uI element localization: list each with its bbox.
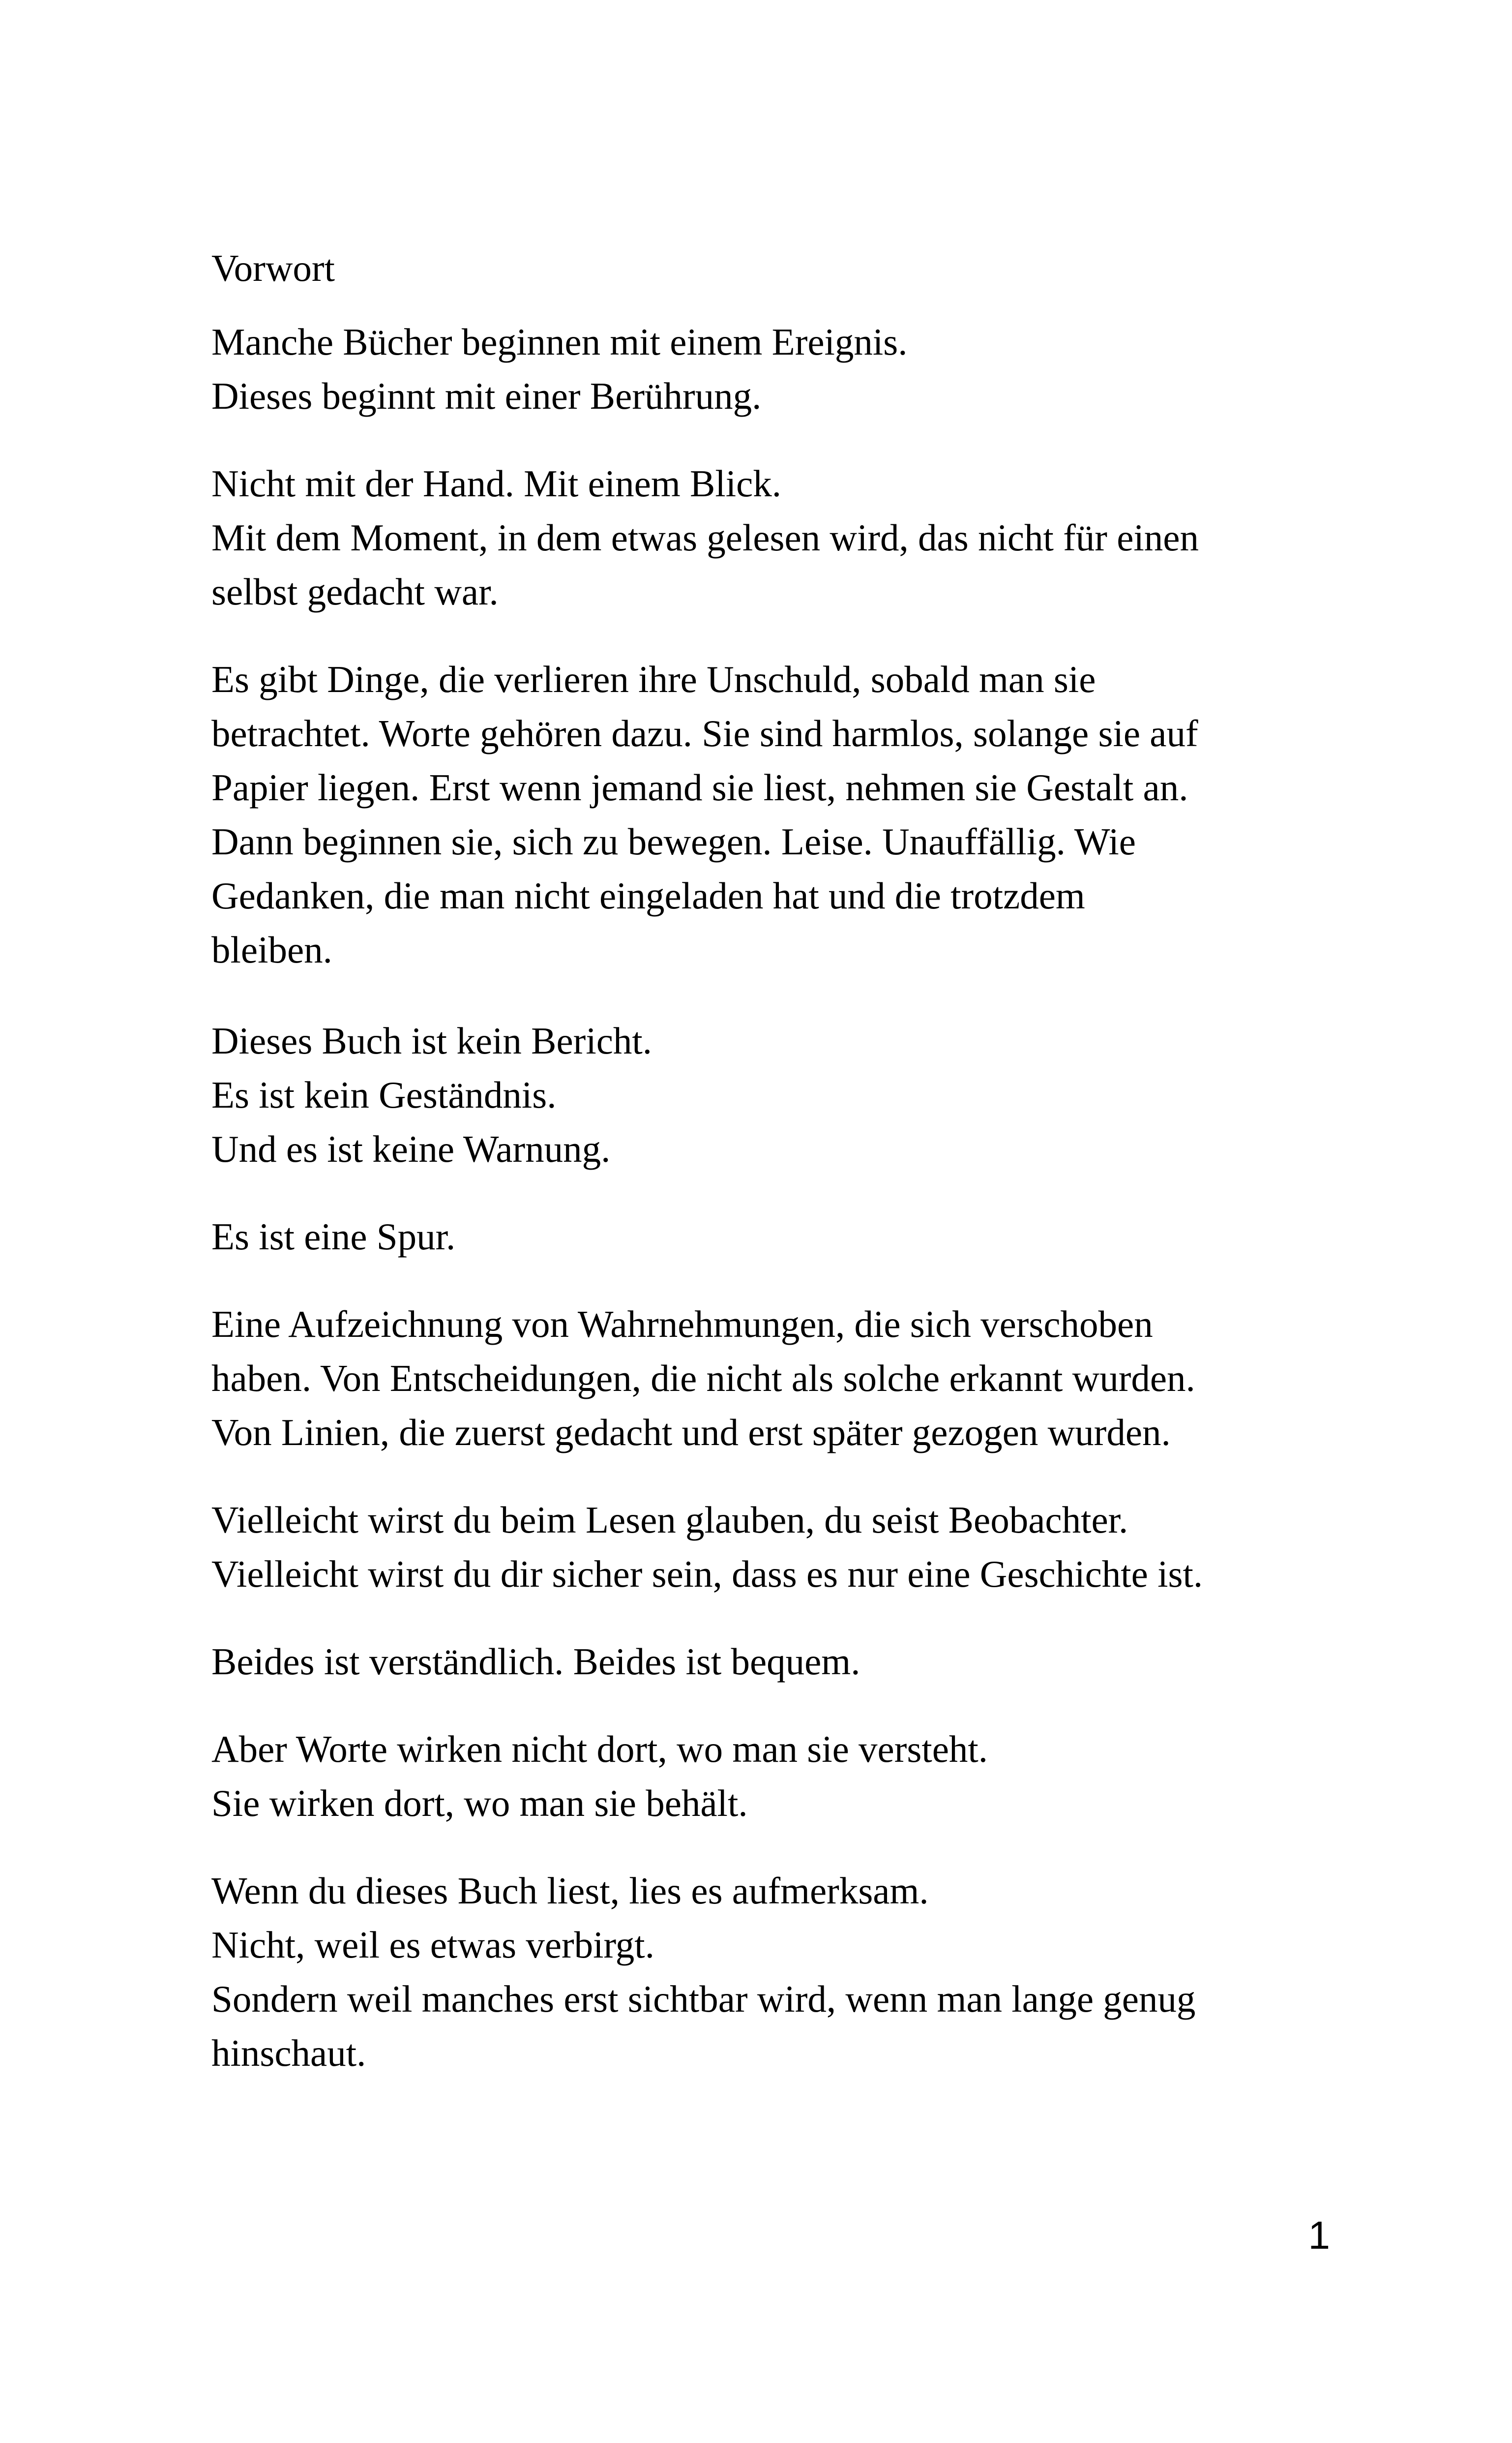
paragraph-line: selbst gedacht war. — [211, 571, 499, 613]
paragraph-line: bleiben. — [211, 929, 332, 971]
paragraph-9 — [211, 1722, 1347, 1830]
paragraph-line: Sondern weil manches erst sichtbar wird, wenn man lange genug — [211, 1978, 1196, 2020]
paragraph-6 — [211, 1297, 1347, 1459]
paragraph-line: Dieses beginnt mit einer Berührung. — [211, 375, 762, 417]
paragraph-line: Beides ist verständlich. Beides ist bequem. — [211, 1640, 860, 1683]
paragraph-line: Es ist kein Geständnis. — [211, 1074, 557, 1116]
paragraph-line: haben. Von Entscheidungen, die nicht als solche erkannt wurden. — [211, 1357, 1195, 1399]
paragraph-7 — [211, 1493, 1347, 1601]
paragraph-line: Aber Worte wirken nicht dort, wo man sie versteht. — [211, 1728, 988, 1770]
paragraph-2 — [211, 456, 1347, 619]
paragraph-1 — [211, 315, 1347, 423]
paragraph-line: Es gibt Dinge, die verlieren ihre Unschuld, sobald man sie — [211, 658, 1096, 700]
paragraph-line: Und es ist keine Warnung. — [211, 1128, 611, 1170]
paragraph-line: Dieses Buch ist kein Bericht. — [211, 1020, 652, 1062]
section-title: Vorwort — [211, 247, 335, 289]
page-number: 1 — [1308, 2213, 1330, 2257]
paragraph-line: Von Linien, die zuerst gedacht und erst später gezogen wurden. — [211, 1411, 1171, 1453]
paragraph-8 — [211, 1634, 1347, 1689]
paragraph-5 — [211, 1209, 1347, 1264]
paragraph-line: hinschaut. — [211, 2032, 366, 2074]
paragraph-line: Mit dem Moment, in dem etwas gelesen wird, das nicht für einen — [211, 516, 1199, 559]
paragraph-line: Vielleicht wirst du dir sicher sein, dass es nur eine Geschichte ist. — [211, 1553, 1203, 1595]
paragraph-line: Wenn du dieses Buch liest, lies es aufmerksam. — [211, 1870, 929, 1912]
paragraph-line: Gedanken, die man nicht eingeladen hat und die trotzdem — [211, 875, 1085, 917]
paragraph-line: Sie wirken dort, wo man sie behält. — [211, 1782, 748, 1824]
paragraph-line: Es ist eine Spur. — [211, 1215, 456, 1258]
paragraph-line: Eine Aufzeichnung von Wahrnehmungen, die sich verschoben — [211, 1303, 1153, 1345]
paragraph-line: Nicht, weil es etwas verbirgt. — [211, 1924, 654, 1966]
paragraph-line: Nicht mit der Hand. Mit einem Blick. — [211, 462, 782, 505]
paragraph-line: Papier liegen. Erst wenn jemand sie liest, nehmen sie Gestalt an. — [211, 766, 1188, 809]
paragraph-3 — [211, 652, 1347, 977]
paragraph-line: Manche Bücher beginnen mit einem Ereignis. — [211, 321, 908, 363]
paragraph-10 — [211, 1864, 1347, 2080]
paragraph-line: betrachtet. Worte gehören dazu. Sie sind harmlos, solange sie auf — [211, 712, 1198, 754]
paragraph-line: Vielleicht wirst du beim Lesen glauben, du seist Beobachter. — [211, 1499, 1128, 1541]
paragraph-4 — [211, 1014, 1347, 1176]
paragraph-line: Dann beginnen sie, sich zu bewegen. Leise. Unauffällig. Wie — [211, 820, 1136, 863]
